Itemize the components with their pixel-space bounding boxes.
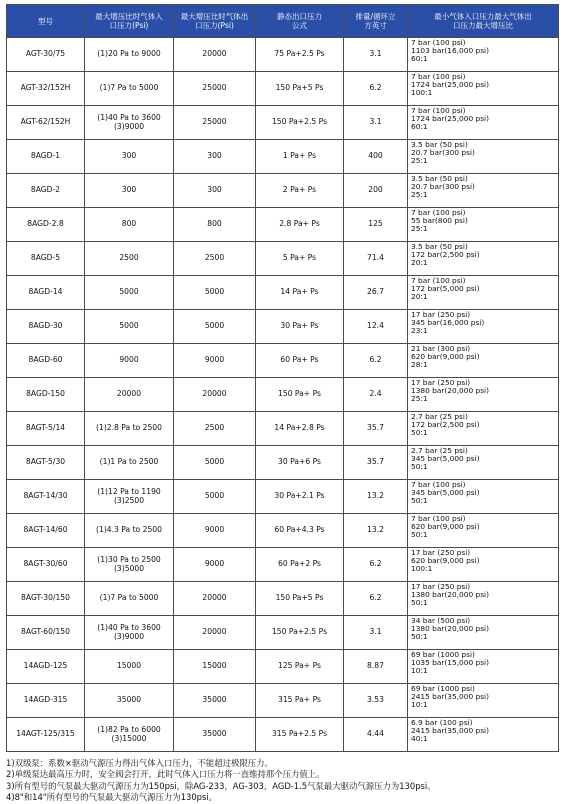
- cell-inlet-pressure: [85, 72, 174, 106]
- inlet-line: 300: [121, 151, 137, 161]
- cell-model: 8AGD-2.8: [7, 208, 85, 242]
- ratio-line: 20:1: [411, 257, 428, 267]
- cell-model: 8AGT-60/150: [7, 616, 85, 650]
- cell-model: 8AGT-5/14: [7, 412, 85, 446]
- cell-displacement: 3.1: [344, 38, 408, 72]
- cell-inlet-pressure: [85, 514, 174, 548]
- cell-outlet-pressure: 15000: [174, 650, 256, 684]
- table-row: [7, 718, 559, 752]
- cell-outlet-pressure: 35000: [174, 684, 256, 718]
- ratio-line: 7 bar (100 psi): [411, 38, 466, 47]
- inlet-line: (3)9000: [113, 631, 145, 641]
- ratio-line: 2.7 bar (25 psi): [411, 412, 468, 421]
- cell-ratio: [408, 684, 559, 718]
- cell-inlet-pressure: [85, 344, 174, 378]
- cell-outlet-pressure: 5000: [174, 446, 256, 480]
- cell-displacement: 13.2: [344, 514, 408, 548]
- cell-formula: 30 Pa+6 Ps: [256, 446, 344, 480]
- cell-model: AGT-62/152H: [7, 106, 85, 140]
- cell-model: 14AGD-315: [7, 684, 85, 718]
- ratio-line: 40:1: [411, 733, 428, 743]
- inlet-line: (1)12 Pa to 1190: [97, 486, 161, 496]
- cell-model: 8AGT-14/60: [7, 514, 85, 548]
- cell-formula: 315 Pa+ Ps: [256, 684, 344, 718]
- table-row: [7, 344, 559, 378]
- cell-model: 8AGT-30/150: [7, 582, 85, 616]
- cell-formula: 1 Pa+ Ps: [256, 140, 344, 174]
- inlet-line: 5000: [119, 321, 139, 331]
- ratio-line: 34 bar (500 psi): [411, 616, 471, 625]
- cell-outlet-pressure: 2500: [174, 242, 256, 276]
- cell-formula: 75 Pa+2.5 Ps: [256, 38, 344, 72]
- inlet-line: (1)20 Pa to 9000: [97, 49, 161, 59]
- cell-ratio: [408, 480, 559, 514]
- cell-displacement: 71.4: [344, 242, 408, 276]
- ratio-line: 7 bar (100 psi): [411, 72, 466, 81]
- header-displacement: 排量/循环立方英寸: [344, 5, 408, 38]
- inlet-line: (3)2500: [113, 495, 145, 505]
- cell-displacement: 2.4: [344, 378, 408, 412]
- table-row: [7, 72, 559, 106]
- ratio-line: 20.7 bar(300 psi): [411, 147, 475, 157]
- ratio-line: 55 bar(800 psi): [411, 215, 468, 225]
- cell-formula: 14 Pa+2.8 Ps: [256, 412, 344, 446]
- cell-formula: 150 Pa+2.5 Ps: [256, 616, 344, 650]
- ratio-line: 50:1: [411, 631, 428, 641]
- cell-inlet-pressure: [85, 242, 174, 276]
- cell-outlet-pressure: 9000: [174, 548, 256, 582]
- cell-displacement: 6.2: [344, 548, 408, 582]
- cell-displacement: 6.2: [344, 344, 408, 378]
- cell-outlet-pressure: 5000: [174, 310, 256, 344]
- ratio-line: 1103 bar(16,000 psi): [411, 45, 489, 55]
- footnote-3: 3)所有型号的气泵最大驱动气源压力为150psi，除AG-233，AG-303，AGD-1.5气泵最大驱动气源压力为130psi。: [6, 780, 436, 791]
- cell-inlet-pressure: [85, 616, 174, 650]
- ratio-line: 172 bar(2,500 psi): [411, 419, 480, 429]
- cell-displacement: 6.2: [344, 582, 408, 616]
- cell-formula: 150 Pa+ Ps: [256, 378, 344, 412]
- ratio-line: 1724 bar(25,000 psi): [411, 79, 489, 89]
- cell-ratio: [408, 616, 559, 650]
- inlet-line: (1)7 Pa to 5000: [99, 83, 159, 93]
- cell-ratio: [408, 310, 559, 344]
- cell-inlet-pressure: [85, 378, 174, 412]
- ratio-line: 620 bar(9,000 psi): [411, 555, 480, 565]
- ratio-line: 345 bar(5,000 psi): [411, 453, 480, 463]
- inlet-line: (1)40 Pa to 3600: [97, 622, 161, 632]
- cell-ratio: [408, 582, 559, 616]
- ratio-line: 69 bar (1000 psi): [411, 684, 475, 693]
- table-body: [7, 38, 559, 752]
- ratio-line: 7 bar (100 psi): [411, 480, 466, 489]
- ratio-line: 17 bar (250 psi): [411, 378, 471, 387]
- table-row: [7, 514, 559, 548]
- cell-inlet-pressure: [85, 38, 174, 72]
- table-row: [7, 412, 559, 446]
- table-row: [7, 582, 559, 616]
- cell-outlet-pressure: 5000: [174, 276, 256, 310]
- cell-inlet-pressure: [85, 106, 174, 140]
- cell-formula: 125 Pa+ Ps: [256, 650, 344, 684]
- header-row: [7, 5, 559, 38]
- ratio-line: 1380 bar(20,000 psi): [411, 385, 489, 395]
- ratio-line: 100:1: [411, 563, 433, 573]
- cell-displacement: 35.7: [344, 446, 408, 480]
- cell-displacement: 13.2: [344, 480, 408, 514]
- inlet-line: (3)5000: [113, 563, 145, 573]
- cell-displacement: 125: [344, 208, 408, 242]
- cell-formula: 150 Pa+5 Ps: [256, 72, 344, 106]
- ratio-line: 345 bar(5,000 psi): [411, 487, 480, 497]
- header-ratio: 最小气体入口压力最大气体出口压力最大增压比: [408, 5, 559, 38]
- ratio-line: 3.5 bar (50 psi): [411, 140, 468, 149]
- cell-ratio: [408, 446, 559, 480]
- ratio-line: 50:1: [411, 495, 428, 505]
- ratio-line: 50:1: [411, 461, 428, 471]
- cell-model: 8AGT-14/30: [7, 480, 85, 514]
- cell-formula: 315 Pa+2.5 Ps: [256, 718, 344, 752]
- cell-inlet-pressure: [85, 718, 174, 752]
- cell-outlet-pressure: 20000: [174, 582, 256, 616]
- footnote-2: 2)单级泵达最高压力时，安全阀会打开，此时气体入口压力将一直维持那个压力值上。: [6, 769, 325, 780]
- inlet-line: 300: [121, 185, 137, 195]
- ratio-line: 69 bar (1000 psi): [411, 650, 475, 659]
- cell-displacement: 4.44: [344, 718, 408, 752]
- ratio-line: 25:1: [411, 155, 428, 165]
- ratio-line: 60:1: [411, 121, 428, 131]
- ratio-line: 50:1: [411, 529, 428, 539]
- cell-displacement: 12.4: [344, 310, 408, 344]
- ratio-line: 3.5 bar (50 psi): [411, 174, 468, 183]
- cell-inlet-pressure: [85, 310, 174, 344]
- ratio-line: 2.7 bar (25 psi): [411, 446, 468, 455]
- table-row: [7, 276, 559, 310]
- cell-ratio: [408, 514, 559, 548]
- cell-formula: 2 Pa+ Ps: [256, 174, 344, 208]
- table-row: [7, 548, 559, 582]
- ratio-line: 10:1: [411, 665, 428, 675]
- table-row: [7, 480, 559, 514]
- inlet-line: 800: [121, 219, 137, 229]
- cell-ratio: [408, 650, 559, 684]
- inlet-line: (3)15000: [111, 733, 147, 743]
- inlet-line: (1)7 Pa to 5000: [99, 593, 159, 603]
- header-outlet-pressure: 最大增压比时气体出口压力(Psi): [174, 5, 256, 38]
- footnote-1: 1)双级泵：系数×驱动气源压力得出气体入口压力，不能超过极限压力。: [6, 758, 273, 768]
- cell-model: 8AGD-5: [7, 242, 85, 276]
- ratio-line: 17 bar (250 psi): [411, 548, 471, 557]
- cell-model: 8AGD-14: [7, 276, 85, 310]
- inlet-line: (1)82 Pa to 6000: [97, 724, 161, 734]
- ratio-line: 21 bar (300 psi): [411, 344, 471, 353]
- table-row: [7, 38, 559, 72]
- cell-ratio: [408, 276, 559, 310]
- cell-inlet-pressure: [85, 480, 174, 514]
- inlet-line: 20000: [116, 389, 142, 399]
- ratio-line: 1380 bar(20,000 psi): [411, 623, 489, 633]
- cell-displacement: 6.2: [344, 72, 408, 106]
- ratio-line: 6.9 bar (100 psi): [411, 718, 473, 727]
- inlet-line: (1)30 Pa to 2500: [97, 554, 161, 564]
- ratio-line: 1724 bar(25,000 psi): [411, 113, 489, 123]
- cell-formula: 14 Pa+ Ps: [256, 276, 344, 310]
- ratio-line: 7 bar (100 psi): [411, 208, 466, 217]
- ratio-line: 23:1: [411, 325, 428, 335]
- ratio-line: 20.7 bar(300 psi): [411, 181, 475, 191]
- cell-formula: 60 Pa+ Ps: [256, 344, 344, 378]
- cell-ratio: [408, 548, 559, 582]
- cell-inlet-pressure: [85, 684, 174, 718]
- inlet-line: (1)40 Pa to 3600: [97, 112, 161, 122]
- spec-table: [6, 4, 559, 752]
- cell-ratio: [408, 72, 559, 106]
- cell-displacement: 3.1: [344, 616, 408, 650]
- table-row: [7, 650, 559, 684]
- cell-model: 8AGD-60: [7, 344, 85, 378]
- cell-outlet-pressure: 20000: [174, 378, 256, 412]
- header-formula: 静态出口压力公式: [256, 5, 344, 38]
- table-row: [7, 106, 559, 140]
- inlet-line: (1)1 Pa to 2500: [99, 457, 159, 467]
- cell-inlet-pressure: [85, 412, 174, 446]
- cell-model: 8AGT-30/60: [7, 548, 85, 582]
- cell-model: AGT-32/152H: [7, 72, 85, 106]
- ratio-line: 620 bar(9,000 psi): [411, 351, 480, 361]
- cell-outlet-pressure: 2500: [174, 412, 256, 446]
- header-inlet-pressure: 最大增压比时气体入口压力(Psi): [85, 5, 174, 38]
- cell-formula: 60 Pa+2 Ps: [256, 548, 344, 582]
- cell-ratio: [408, 412, 559, 446]
- cell-formula: 5 Pa+ Ps: [256, 242, 344, 276]
- cell-inlet-pressure: [85, 582, 174, 616]
- cell-inlet-pressure: [85, 548, 174, 582]
- cell-outlet-pressure: 800: [174, 208, 256, 242]
- cell-displacement: 3.1: [344, 106, 408, 140]
- ratio-line: 7 bar (100 psi): [411, 106, 466, 115]
- cell-outlet-pressure: 20000: [174, 616, 256, 650]
- ratio-line: 28:1: [411, 359, 428, 369]
- cell-outlet-pressure: 9000: [174, 514, 256, 548]
- cell-ratio: [408, 174, 559, 208]
- cell-outlet-pressure: 25000: [174, 72, 256, 106]
- cell-displacement: 26.7: [344, 276, 408, 310]
- header-model: 型号: [7, 5, 85, 38]
- cell-displacement: 3.53: [344, 684, 408, 718]
- cell-inlet-pressure: [85, 208, 174, 242]
- table-row: [7, 684, 559, 718]
- cell-model: 8AGD-30: [7, 310, 85, 344]
- cell-formula: 150 Pa+5 Ps: [256, 582, 344, 616]
- ratio-line: 25:1: [411, 189, 428, 199]
- ratio-line: 1380 bar(20,000 psi): [411, 589, 489, 599]
- ratio-line: 50:1: [411, 597, 428, 607]
- footnote-4: 4)8"和14"所有型号的气泵最大驱动气源压力为130psi。: [6, 792, 218, 803]
- ratio-line: 17 bar (250 psi): [411, 582, 471, 591]
- cell-ratio: [408, 106, 559, 140]
- cell-displacement: 35.7: [344, 412, 408, 446]
- cell-formula: 2.8 Pa+ Ps: [256, 208, 344, 242]
- cell-outlet-pressure: 300: [174, 174, 256, 208]
- ratio-line: 345 bar(16,000 psi): [411, 317, 485, 327]
- inlet-line: (1)2.8 Pa to 2500: [96, 423, 162, 433]
- cell-outlet-pressure: 35000: [174, 718, 256, 752]
- ratio-line: 7 bar (100 psi): [411, 514, 466, 523]
- table-row: [7, 208, 559, 242]
- cell-ratio: [408, 208, 559, 242]
- cell-model: 8AGD-1: [7, 140, 85, 174]
- cell-model: 8AGT-5/30: [7, 446, 85, 480]
- cell-model: 14AGT-125/315: [7, 718, 85, 752]
- ratio-line: 2415 bar(35,000 psi): [411, 691, 489, 701]
- ratio-line: 172 bar(2,500 psi): [411, 249, 480, 259]
- ratio-line: 7 bar (100 psi): [411, 276, 466, 285]
- inlet-line: 5000: [119, 287, 139, 297]
- ratio-line: 60:1: [411, 53, 428, 63]
- cell-inlet-pressure: [85, 140, 174, 174]
- cell-ratio: [408, 344, 559, 378]
- inlet-line: (3)9000: [113, 121, 145, 131]
- cell-formula: 30 Pa+ Ps: [256, 310, 344, 344]
- cell-formula: 150 Pa+2.5 Ps: [256, 106, 344, 140]
- cell-outlet-pressure: 20000: [174, 38, 256, 72]
- inlet-line: (1)4.3 Pa to 2500: [96, 525, 162, 535]
- inlet-line: 15000: [116, 661, 142, 671]
- ratio-line: 10:1: [411, 699, 428, 709]
- table-row: [7, 242, 559, 276]
- inlet-line: 35000: [116, 695, 142, 705]
- cell-ratio: [408, 242, 559, 276]
- cell-ratio: [408, 378, 559, 412]
- table-row: [7, 140, 559, 174]
- ratio-line: 620 bar(9,000 psi): [411, 521, 480, 531]
- spec-sheet: [6, 4, 558, 804]
- ratio-line: 20:1: [411, 291, 428, 301]
- ratio-line: 1035 bar(15,000 psi): [411, 657, 489, 667]
- cell-model: AGT-30/75: [7, 38, 85, 72]
- cell-model: 14AGD-125: [7, 650, 85, 684]
- table-row: [7, 446, 559, 480]
- ratio-line: 100:1: [411, 87, 433, 97]
- cell-ratio: [408, 140, 559, 174]
- cell-outlet-pressure: 9000: [174, 344, 256, 378]
- cell-displacement: 400: [344, 140, 408, 174]
- ratio-line: 172 bar(5,000 psi): [411, 283, 480, 293]
- cell-formula: 60 Pa+4.3 Ps: [256, 514, 344, 548]
- ratio-line: 2415 bar(35,000 psi): [411, 725, 489, 735]
- footnotes: [6, 758, 558, 804]
- ratio-line: 25:1: [411, 223, 428, 233]
- table-row: [7, 616, 559, 650]
- cell-inlet-pressure: [85, 650, 174, 684]
- table-row: [7, 174, 559, 208]
- cell-inlet-pressure: [85, 446, 174, 480]
- cell-inlet-pressure: [85, 174, 174, 208]
- ratio-line: 3.5 bar (50 psi): [411, 242, 468, 251]
- cell-outlet-pressure: 25000: [174, 106, 256, 140]
- table-row: [7, 378, 559, 412]
- cell-outlet-pressure: 300: [174, 140, 256, 174]
- cell-formula: 30 Pa+2.1 Ps: [256, 480, 344, 514]
- table-row: [7, 310, 559, 344]
- ratio-line: 17 bar (250 psi): [411, 310, 471, 319]
- cell-displacement: 8.87: [344, 650, 408, 684]
- cell-outlet-pressure: 5000: [174, 480, 256, 514]
- inlet-line: 9000: [119, 355, 139, 365]
- cell-ratio: [408, 718, 559, 752]
- cell-displacement: 200: [344, 174, 408, 208]
- cell-model: 8AGD-2: [7, 174, 85, 208]
- ratio-line: 25:1: [411, 393, 428, 403]
- inlet-line: 2500: [119, 253, 139, 263]
- cell-model: 8AGD-150: [7, 378, 85, 412]
- ratio-line: 50:1: [411, 427, 428, 437]
- cell-inlet-pressure: [85, 276, 174, 310]
- cell-ratio: [408, 38, 559, 72]
